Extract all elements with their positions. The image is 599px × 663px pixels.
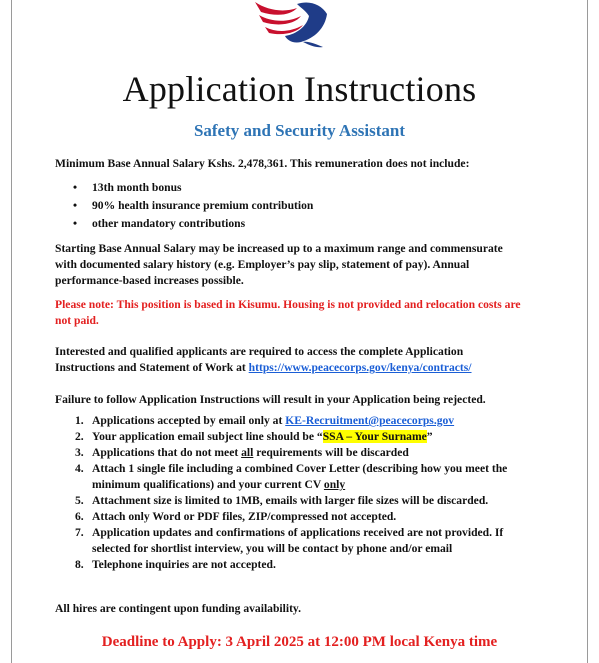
application-steps-list <box>55 413 555 573</box>
peace-corps-logo <box>253 0 329 50</box>
list-item: 2. Your application email subject line should be “SSA – Your Surname” <box>75 430 433 443</box>
salary-exclusions-list <box>55 180 313 234</box>
bullet-icon: • <box>73 217 78 230</box>
list-item: 8. Telephone inquiries are not accepted. <box>75 558 276 571</box>
list-item: 7. Application updates and confirmations of applications received are not provided. If selected for shortlist interview, you will be contact by phone and/or email <box>75 526 504 555</box>
salary-intro: Minimum Base Annual Salary Kshs. 2,478,361. This remuneration does not include: <box>55 157 470 170</box>
recruitment-email-link[interactable]: KE-Recruitment@peacecorps.gov <box>285 414 455 427</box>
bullet-icon: • <box>73 199 78 212</box>
list-item: • other mandatory contributions <box>73 217 246 230</box>
deadline-notice: Deadline to Apply: 3 April 2025 at 12:00 PM local Kenya time <box>101 634 498 650</box>
list-item: 6. Attach only Word or PDF files, ZIP/compressed not accepted. <box>75 510 397 523</box>
subject-line-highlight: SSA – Your Surname <box>322 430 427 443</box>
list-item: 4. Attach 1 single file including a combined Cover Letter (describing how you meet the minimum qualifications) and your current CV only <box>75 462 508 491</box>
salary-increase-paragraph: Starting Base Annual Salary may be increased up to a maximum range and commensurate with documented salary history (e.g. Employer’s pay slip, statement of pay). Annual performance-based increases possible. <box>55 242 503 287</box>
list-item: • 13th month bonus <box>73 181 182 194</box>
list-item: • 90% health insurance premium contribution <box>73 199 314 212</box>
page-title: Application Instructions <box>122 69 477 109</box>
position-subtitle: Safety and Security Assistant <box>193 121 406 140</box>
contracts-link[interactable]: https://www.peacecorps.gov/kenya/contracts/ <box>248 361 472 374</box>
list-item: 5. Attachment size is limited to 1MB, emails with larger file sizes will be discarded. <box>75 494 489 507</box>
access-instructions: Interested and qualified applicants are required to access the complete Application Instructions and Statement of Work at https://www.peacecorps.gov/kenya/contracts/ <box>55 345 472 374</box>
list-item: 1. Applications accepted by email only at KE-Recruitment@peacecorps.gov <box>75 414 455 427</box>
list-item: 3. Applications that do not meet all requirements will be discarded <box>75 446 409 459</box>
funding-notice: All hires are contingent upon funding availability. <box>55 602 301 615</box>
bullet-icon: • <box>73 181 78 194</box>
location-note: Please note: This position is based in Kisumu. Housing is not provided and relocation costs are not paid. <box>55 298 521 327</box>
failure-notice: Failure to follow Application Instructions will result in your Application being rejected. <box>55 393 486 406</box>
